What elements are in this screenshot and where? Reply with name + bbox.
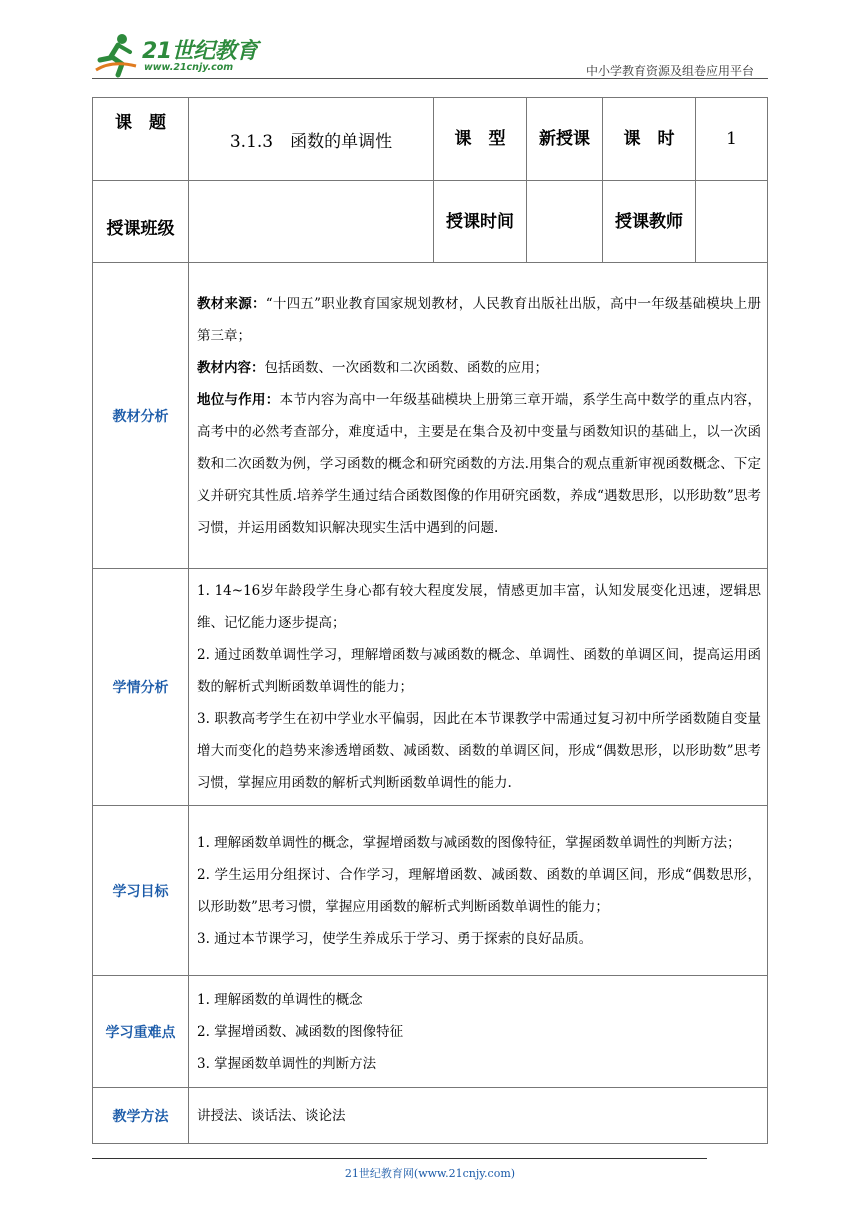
lesson-plan-table [92, 97, 768, 1144]
platform-tagline: 中小学教育资源及组卷应用平台 [585, 64, 754, 78]
type-value: 新授课 [527, 98, 603, 181]
class-value [189, 181, 434, 263]
topic-value: 3.1.3 函数的单调性 [189, 98, 434, 181]
list-item: 1. 理解函数的单调性的概念 [197, 991, 363, 1008]
list-item: 3. 掌握函数单调性的判断方法 [197, 1055, 377, 1072]
time-label: 授课时间 [434, 181, 527, 263]
list-item: 2. 掌握增函数、减函数的图像特征 [197, 1023, 404, 1040]
teacher-label: 授课教师 [603, 181, 696, 263]
time-value [527, 181, 603, 263]
teaching-methods-text: 讲授法、谈话法、谈论法 [197, 1107, 346, 1124]
runner-logo-icon [92, 30, 140, 78]
textbook-analysis-content [189, 263, 768, 569]
table-row-goals [93, 806, 768, 976]
learning-goals-content [189, 806, 768, 976]
type-label: 课 型 [434, 98, 527, 181]
student-analysis-content [189, 569, 768, 806]
learning-goals-label: 学习目标 [93, 806, 189, 976]
role-title: 地位与作用： [197, 391, 280, 408]
student-analysis-label: 学情分析 [93, 569, 189, 806]
brand-url: www.21cnjy.com [144, 62, 234, 73]
teaching-methods-content [189, 1088, 768, 1144]
source-text: “十四五”职业教育国家规划教材，人民教育出版社出版，高中一年级基础模块上册第三章； [197, 295, 761, 344]
hours-value: 1 [696, 98, 768, 181]
teacher-value [696, 181, 768, 263]
textbook-analysis-label: 教材分析 [93, 263, 189, 569]
list-item: 2. 学生运用分组探讨、合作学习，理解增函数、减函数、函数的单调区间，形成“偶数思形，以形助数”思考习惯，掌握应用函数的解析式判断函数单调性的能力； [197, 866, 761, 915]
page-header [0, 0, 860, 90]
list-item: 2. 通过函数单调性学习，理解增函数与减函数的概念、单调性、函数的单调区间，提高运用函数的解析式判断函数单调性的能力； [197, 647, 761, 695]
table-row-class [93, 181, 768, 263]
key-points-content [189, 976, 768, 1088]
class-label: 授课班级 [93, 181, 189, 263]
table-row-students [93, 569, 768, 806]
table-row-methods [93, 1088, 768, 1144]
list-item: 3. 通过本节课学习，使学生养成乐于学习、勇于探索的良好品质。 [197, 930, 593, 947]
teaching-methods-label: 教学方法 [93, 1088, 189, 1144]
table-row-key-points [93, 976, 768, 1088]
list-item: 1. 理解函数单调性的概念，掌握增函数与减函数的图像特征，掌握函数单调性的判断方法； [197, 834, 741, 851]
brand-logo[interactable] [92, 30, 272, 80]
footer-divider [92, 1158, 707, 1159]
content-text: 包括函数、一次函数和二次函数、函数的应用； [264, 359, 548, 376]
source-title: 教材来源： [197, 295, 266, 312]
hours-label: 课 时 [603, 98, 696, 181]
table-row-topic [93, 98, 768, 181]
brand-name: 21世纪教育 [142, 39, 258, 64]
topic-label: 课 题 [93, 98, 189, 181]
list-item: 3. 职教高考学生在初中学业水平偏弱，因此在本节课教学中需通过复习初中所学函数随自变量增大而变化的趋势来渗透增函数、减函数、函数的单调区间，形成“偶数思形，以形助数”思考习惯，掌握应用函数的解析式判断函数单调性的能力. [197, 711, 761, 791]
header-divider [92, 78, 768, 79]
content-title: 教材内容： [197, 359, 265, 376]
role-text: 本节内容为高中一年级基础模块上册第三章开端，系学生高中数学的重点内容，高考中的必然考查部分，难度适中，主要是在集合及初中变量与函数知识的基础上，以一次函数和二次函数为例，学习函数的概念和研究函数的方法.用集合的观点重新审视函数概念、下定义并研究其性质.培养学生通过结合函数图像的作用研究函数，养成“遇数思形，以形助数”思考习惯，并运用函数知识解决现实生活中遇到的问题. [197, 391, 762, 536]
key-points-label: 学习重难点 [93, 976, 189, 1088]
footer-link[interactable]: 21世纪教育网(www.21cnjy.com) [344, 1167, 516, 1180]
list-item: 1. 14~16岁年龄段学生身心都有较大程度发展，情感更加丰富，认知发展变化迅速，逻辑思维、记忆能力逐步提高； [197, 583, 761, 631]
table-row-textbook [93, 263, 768, 569]
